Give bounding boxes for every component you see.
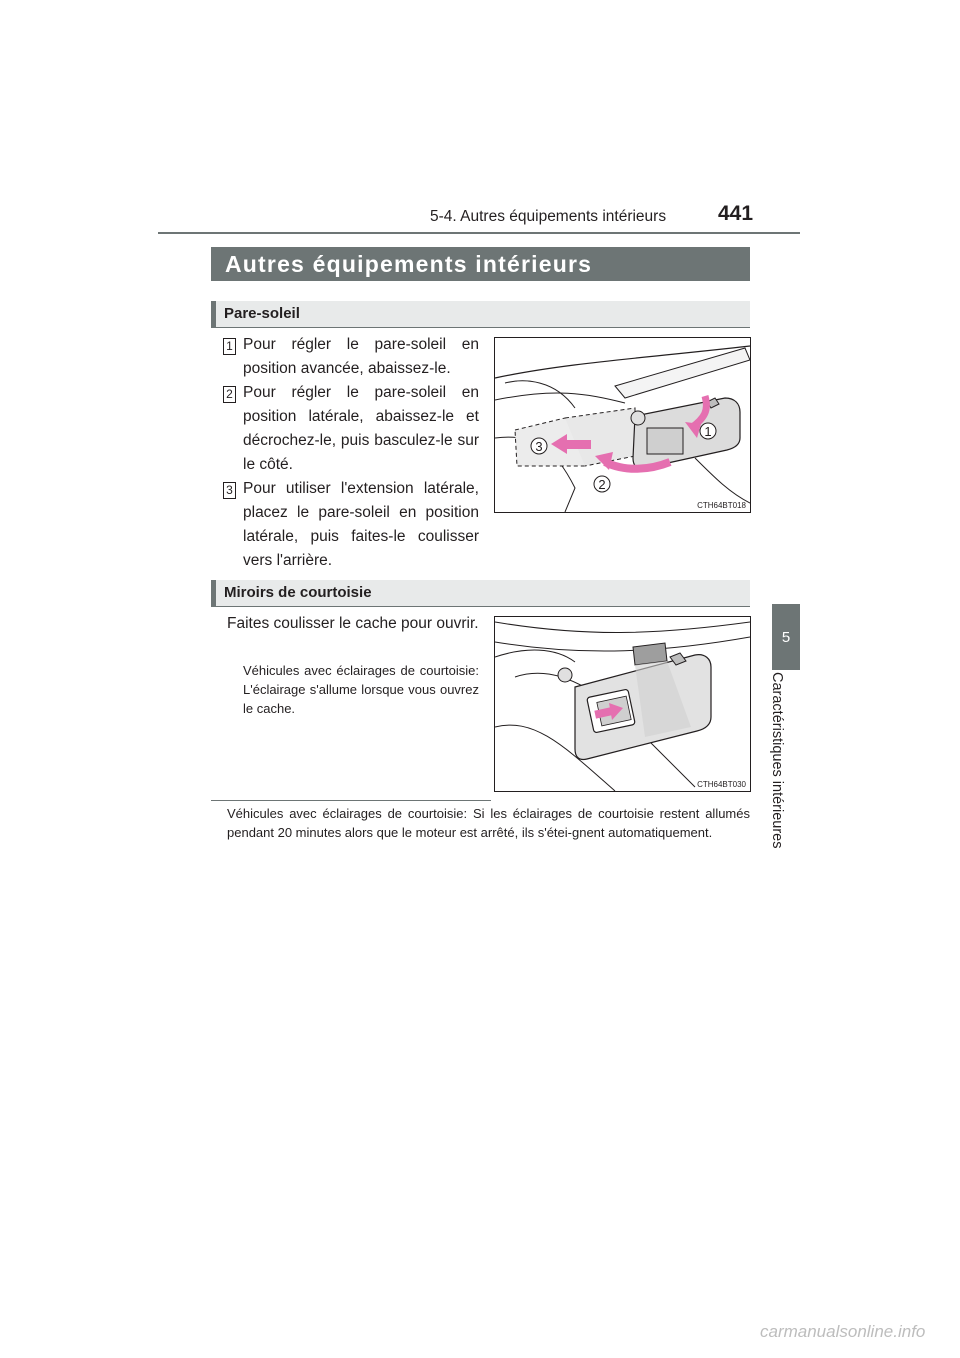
chapter-title-vertical <box>769 672 800 872</box>
callout-2: 2 <box>598 477 606 492</box>
vanity-mirror-illustration <box>495 617 750 791</box>
main-title: Autres équipements intérieurs <box>225 251 593 277</box>
step-text-2: Pour régler le pare-soleil en position latérale, abaissez-le et décrochez-le, puis basculez-le sur le côté. <box>243 384 479 473</box>
sunvisor-figure <box>494 337 751 513</box>
mirrors-text: Faites coulisser le cache pour ouvrir. <box>227 615 479 632</box>
main-title-bar <box>211 247 750 281</box>
step-text-3: Pour utiliser l'extension latérale, placez le pare-soleil en position latérale, puis faites-le coulisser vers l'arrière. <box>243 480 479 569</box>
callout-1: 1 <box>704 424 712 439</box>
callout-3: 3 <box>535 439 543 454</box>
figure-code-sunvisor: CTH64BT018 <box>697 501 746 510</box>
step-text-1: Pour régler le pare-soleil en position avancée, abaissez-le. <box>243 336 479 377</box>
sunvisor-illustration <box>495 338 750 512</box>
step-number-3: 3 <box>223 482 236 499</box>
chapter-tab[interactable]: 5 <box>772 604 800 670</box>
header-rule <box>158 232 800 234</box>
mirrors-note: Véhicules avec éclairages de courtoisie: L'éclairage s'allume lorsque vous ouvrez le cache. <box>243 663 479 716</box>
section-heading-mirrors-text: Miroirs de courtoisie <box>224 584 372 601</box>
step-number-2: 2 <box>223 386 236 403</box>
section-heading-sunvisor-text: Pare-soleil <box>224 305 300 322</box>
page-number: 441 <box>718 202 754 225</box>
section-heading-mirrors <box>211 580 750 607</box>
watermark: carmanualsonline.info <box>760 1322 926 1341</box>
chapter-title-text: Caractéristiques intérieures <box>769 672 785 849</box>
running-header-section: 5-4. Autres équipements intérieurs <box>430 208 667 225</box>
section-heading-sunvisor <box>211 301 750 328</box>
step-number-1: 1 <box>223 338 236 355</box>
figure-code-mirror: CTH64BT030 <box>697 780 746 789</box>
note-rule <box>211 800 491 801</box>
courtesy-light-note: Véhicules avec éclairages de courtoisie: Si les éclairages de courtoisie restent allumés pendant 20 minutes alors que le moteur est arrêté, ils s'étei-gnent automatiquement. <box>227 806 750 840</box>
vanity-mirror-figure <box>494 616 751 792</box>
